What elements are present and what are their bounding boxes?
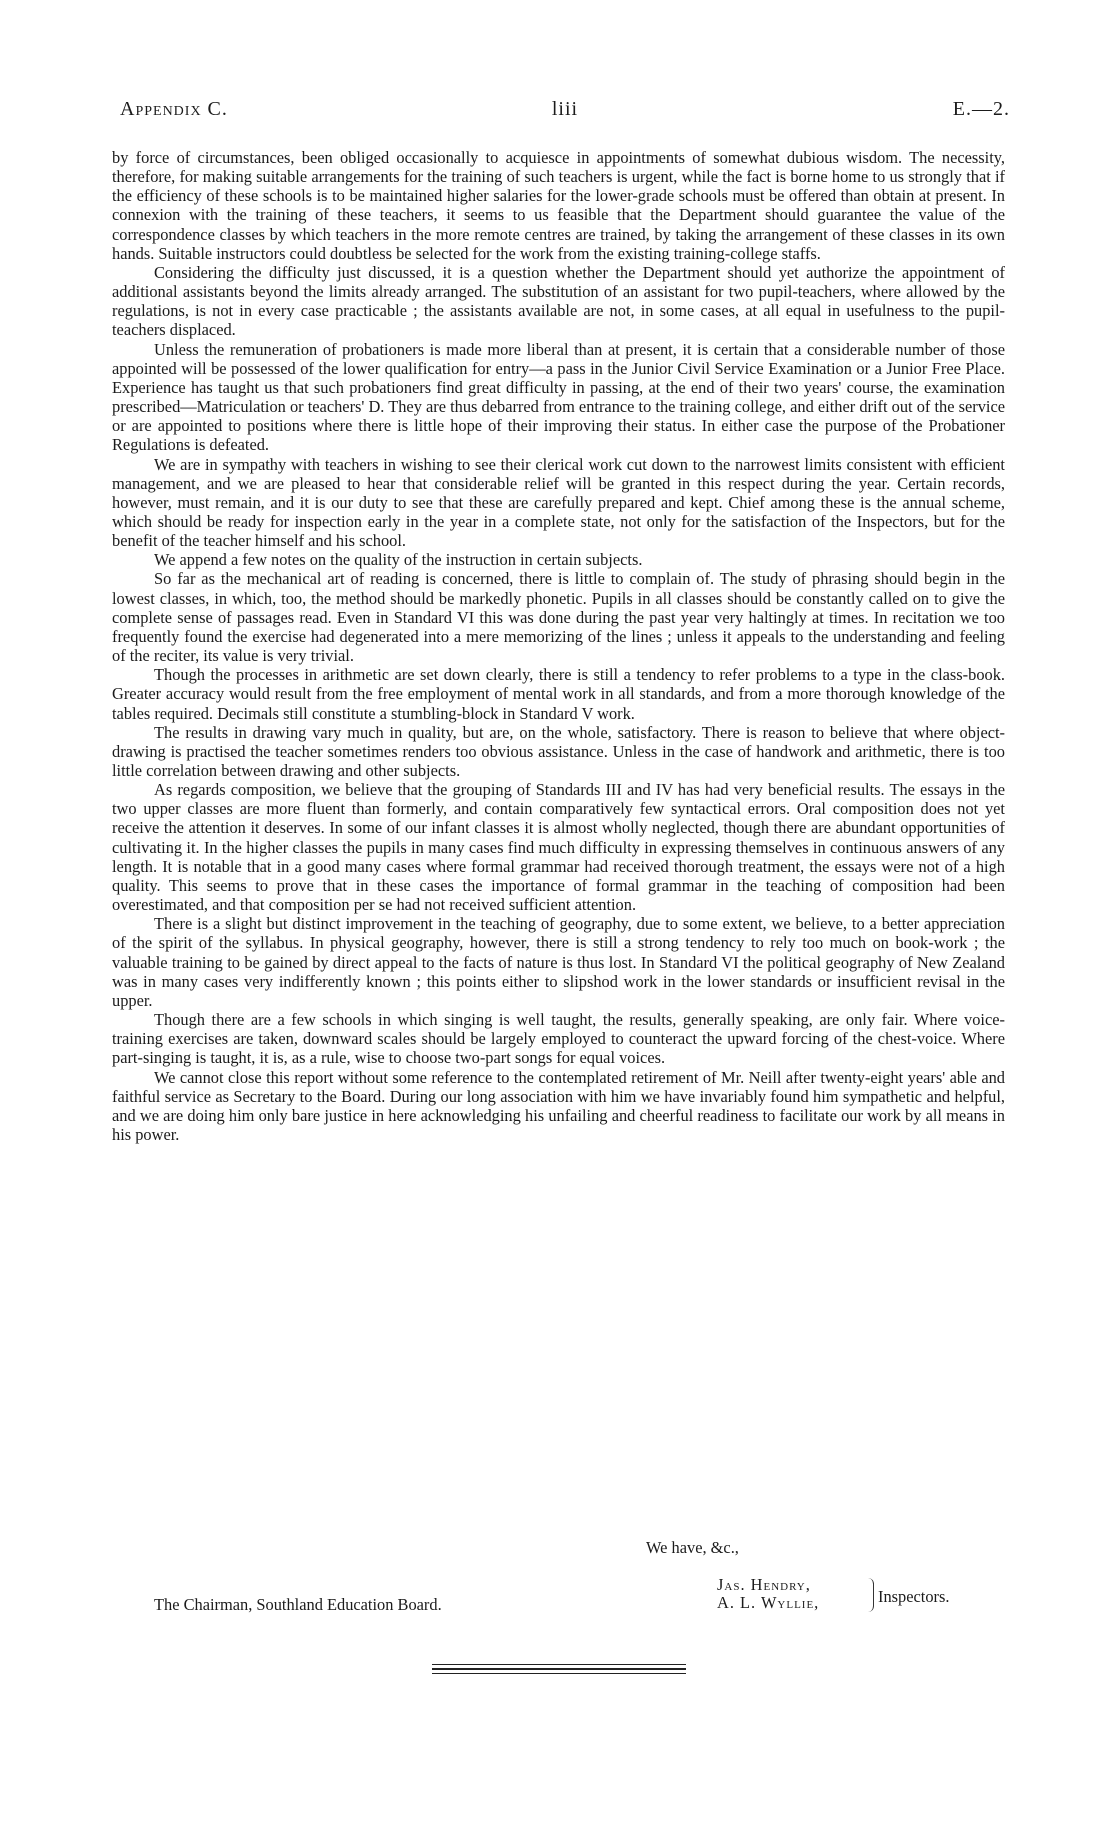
running-head <box>120 98 1010 128</box>
paragraph-geography: There is a slight but distinct improvement in the teaching of geography, due to some extent, we believe, to a better appreciation of the spirit of the syllabus. In physical geography, however, there is still a strong tendency to rely too much on book-work ; the valuable training to be gained by direct appeal to the facts of nature is thus lost. In Standard VI the political geography of New Zealand was in many cases very indifferently known ; this points either to slipshod work in the lower standards or insufficient revisal in the upper. <box>112 914 1005 1010</box>
paragraph-probationers: Unless the remuneration of probationers is made more liberal than at present, it is certain that a considerable number of those appointed will be possessed of the lower qualification for entry—a pass in the Junior Civil Service Examination or a Junior Free Place. Experience has taught us that such probationers find great difficulty in passing, at the end of their two years' course, the examination prescribed—Matriculation or teachers' D. They are thus debarred from entrance to the training college, and either drift out of the service or are appointed to positions where there is little hope of their improving their status. In either case the purpose of the Probationer Regulations is defeated. <box>112 339 1005 455</box>
paragraph-drawing: The results in drawing vary much in quality, but are, on the whole, satisfactory. There is reason to believe that where object-drawing is practised the teacher sometimes renders too obvious assistance. Unless in the case of handwork and arithmetic, there is too little correlation between drawing and other subjects. <box>112 722 1005 780</box>
paragraph-notes-intro: We append a few notes on the quality of the instruction in certain subjects. <box>154 550 643 570</box>
paragraph-training-of-teachers: by force of circumstances, been obliged occasionally to acquiesce in appointments of somewhat dubious wisdom. The necessity, therefore, for making suitable arrangements for the training of such teachers is urgent, while the fact is borne home to us strongly that if the efficiency of these schools is to be maintained higher salaries for the lower-grade schools must be offered than obtain at present. In connexion with the training of these teachers, it seems to us feasible that the Department should guarantee the value of the correspondence classes by which teachers in the more remote centres are trained, by taking the arrangement of these classes in its own hands. Suitable instructors could doubtless be selected for the work from the existing training-college staffs. <box>112 148 1005 263</box>
paragraph-reading: So far as the mechanical art of reading is concerned, there is little to complain of. The study of phrasing should begin in the lowest classes, in which, too, the method should be markedly phonetic. Pupils in all classes should be constantly called on to give the complete sense of passages read. Even in Standard VI this was done during the past year very haltingly at times. In recitation we too frequently found the exercise had degenerated into a mere memorizing of the lines ; unless it appeals to the understanding and feeling of the reciter, its value is very trivial. <box>112 569 1005 666</box>
letter-closing <box>112 1538 1005 1658</box>
paragraph-arithmetic: Though the processes in arithmetic are set down clearly, there is still a tendency to refer problems to a type in the class-book. Greater accuracy would result from the free employment of mental work in all standards, and from a more thorough knowledge of the tables required. Decimals still constitute a stumbling-block in Standard V work. <box>112 665 1005 723</box>
signatory-brace <box>867 1578 874 1612</box>
page-number: liii <box>551 98 579 120</box>
paragraph-retirement-mr-neill: We cannot close this report without some reference to the contemplated retirement of Mr. Neill after twenty-eight years' able and faithful service as Secretary to the Board. During our long association with him we have invariably found him sympathetic and helpful, and we are doing him only bare justice in here acknowledging his unfailing and cheerful readiness to facilitate our work by all means in his power. <box>112 1067 1005 1144</box>
paragraph-clerical-work: We are in sympathy with teachers in wishing to see their clerical work cut down to the narrowest limits consistent with efficient management, and we are pleased to hear that considerable relief will be granted in this respect during the year. Certain records, however, must remain, and it is our duty to see that these are carefully prepared and kept. Chief among these is the annual scheme, which should be ready for inspection early in the year in a complete state, not only for the satisfaction of the Inspectors, but for the benefit of the teacher himself and his school. <box>112 454 1005 551</box>
report-body <box>112 148 1005 1144</box>
signatory-block <box>717 1575 950 1612</box>
signatory-role: Inspectors. <box>878 1587 950 1606</box>
appendix-label: Appendix C. <box>120 98 228 120</box>
rule-line-top <box>432 1664 686 1665</box>
rule-line-middle <box>432 1668 686 1670</box>
paragraph-composition: As regards composition, we believe that the grouping of Standards III and IV has had very beneficial results. The essays in the two upper classes are more fluent than formerly, and contain comparatively few syntactical errors. Oral composition does not yet receive the attention it deserves. In some of our infant classes it is almost wholly neglected, though there are abundant opportunities of cultivating it. In the higher classes the pupils in many cases find much difficulty in expressing themselves in continuous answers of any length. It is notable that in a good many cases where formal grammar had received thorough treatment, the essays were not of a high quality. This seems to prove that in these cases the importance of formal grammar in the teaching of composition had been overestimated, and that composition per se had not received sufficient attention. <box>112 780 1005 915</box>
report-reference: E.—2. <box>952 98 1010 120</box>
rule-line-bottom <box>432 1673 686 1674</box>
signatory-hendry: Jas. Hendry, <box>717 1575 811 1594</box>
signatory-wyllie: A. L. Wyllie, <box>717 1593 820 1612</box>
paragraph-singing: Though there are a few schools in which singing is well taught, the results, generally speaking, are only fair. Where voice-training exercises are taken, downward scales should be largely employed to counteract the upward forcing of the chest-voice. Where part-singing is taught, it is, as a rule, wise to choose two-part songs for equal voices. <box>112 1010 1005 1068</box>
paragraph-additional-assistants: Considering the difficulty just discussed, it is a question whether the Department should yet authorize the appointment of additional assistants beyond the limits already arranged. The substitution of an assistant for two pupil-teachers, where allowed by the regulations, is not in every case practicable ; the assistants available are not, in some cases, at all equal in usefulness to the pupil-teachers displaced. <box>112 262 1005 340</box>
valediction: We have, &c., <box>646 1538 739 1557</box>
recipient-line: The Chairman, Southland Education Board. <box>154 1595 442 1614</box>
closing-rule <box>432 1664 686 1674</box>
